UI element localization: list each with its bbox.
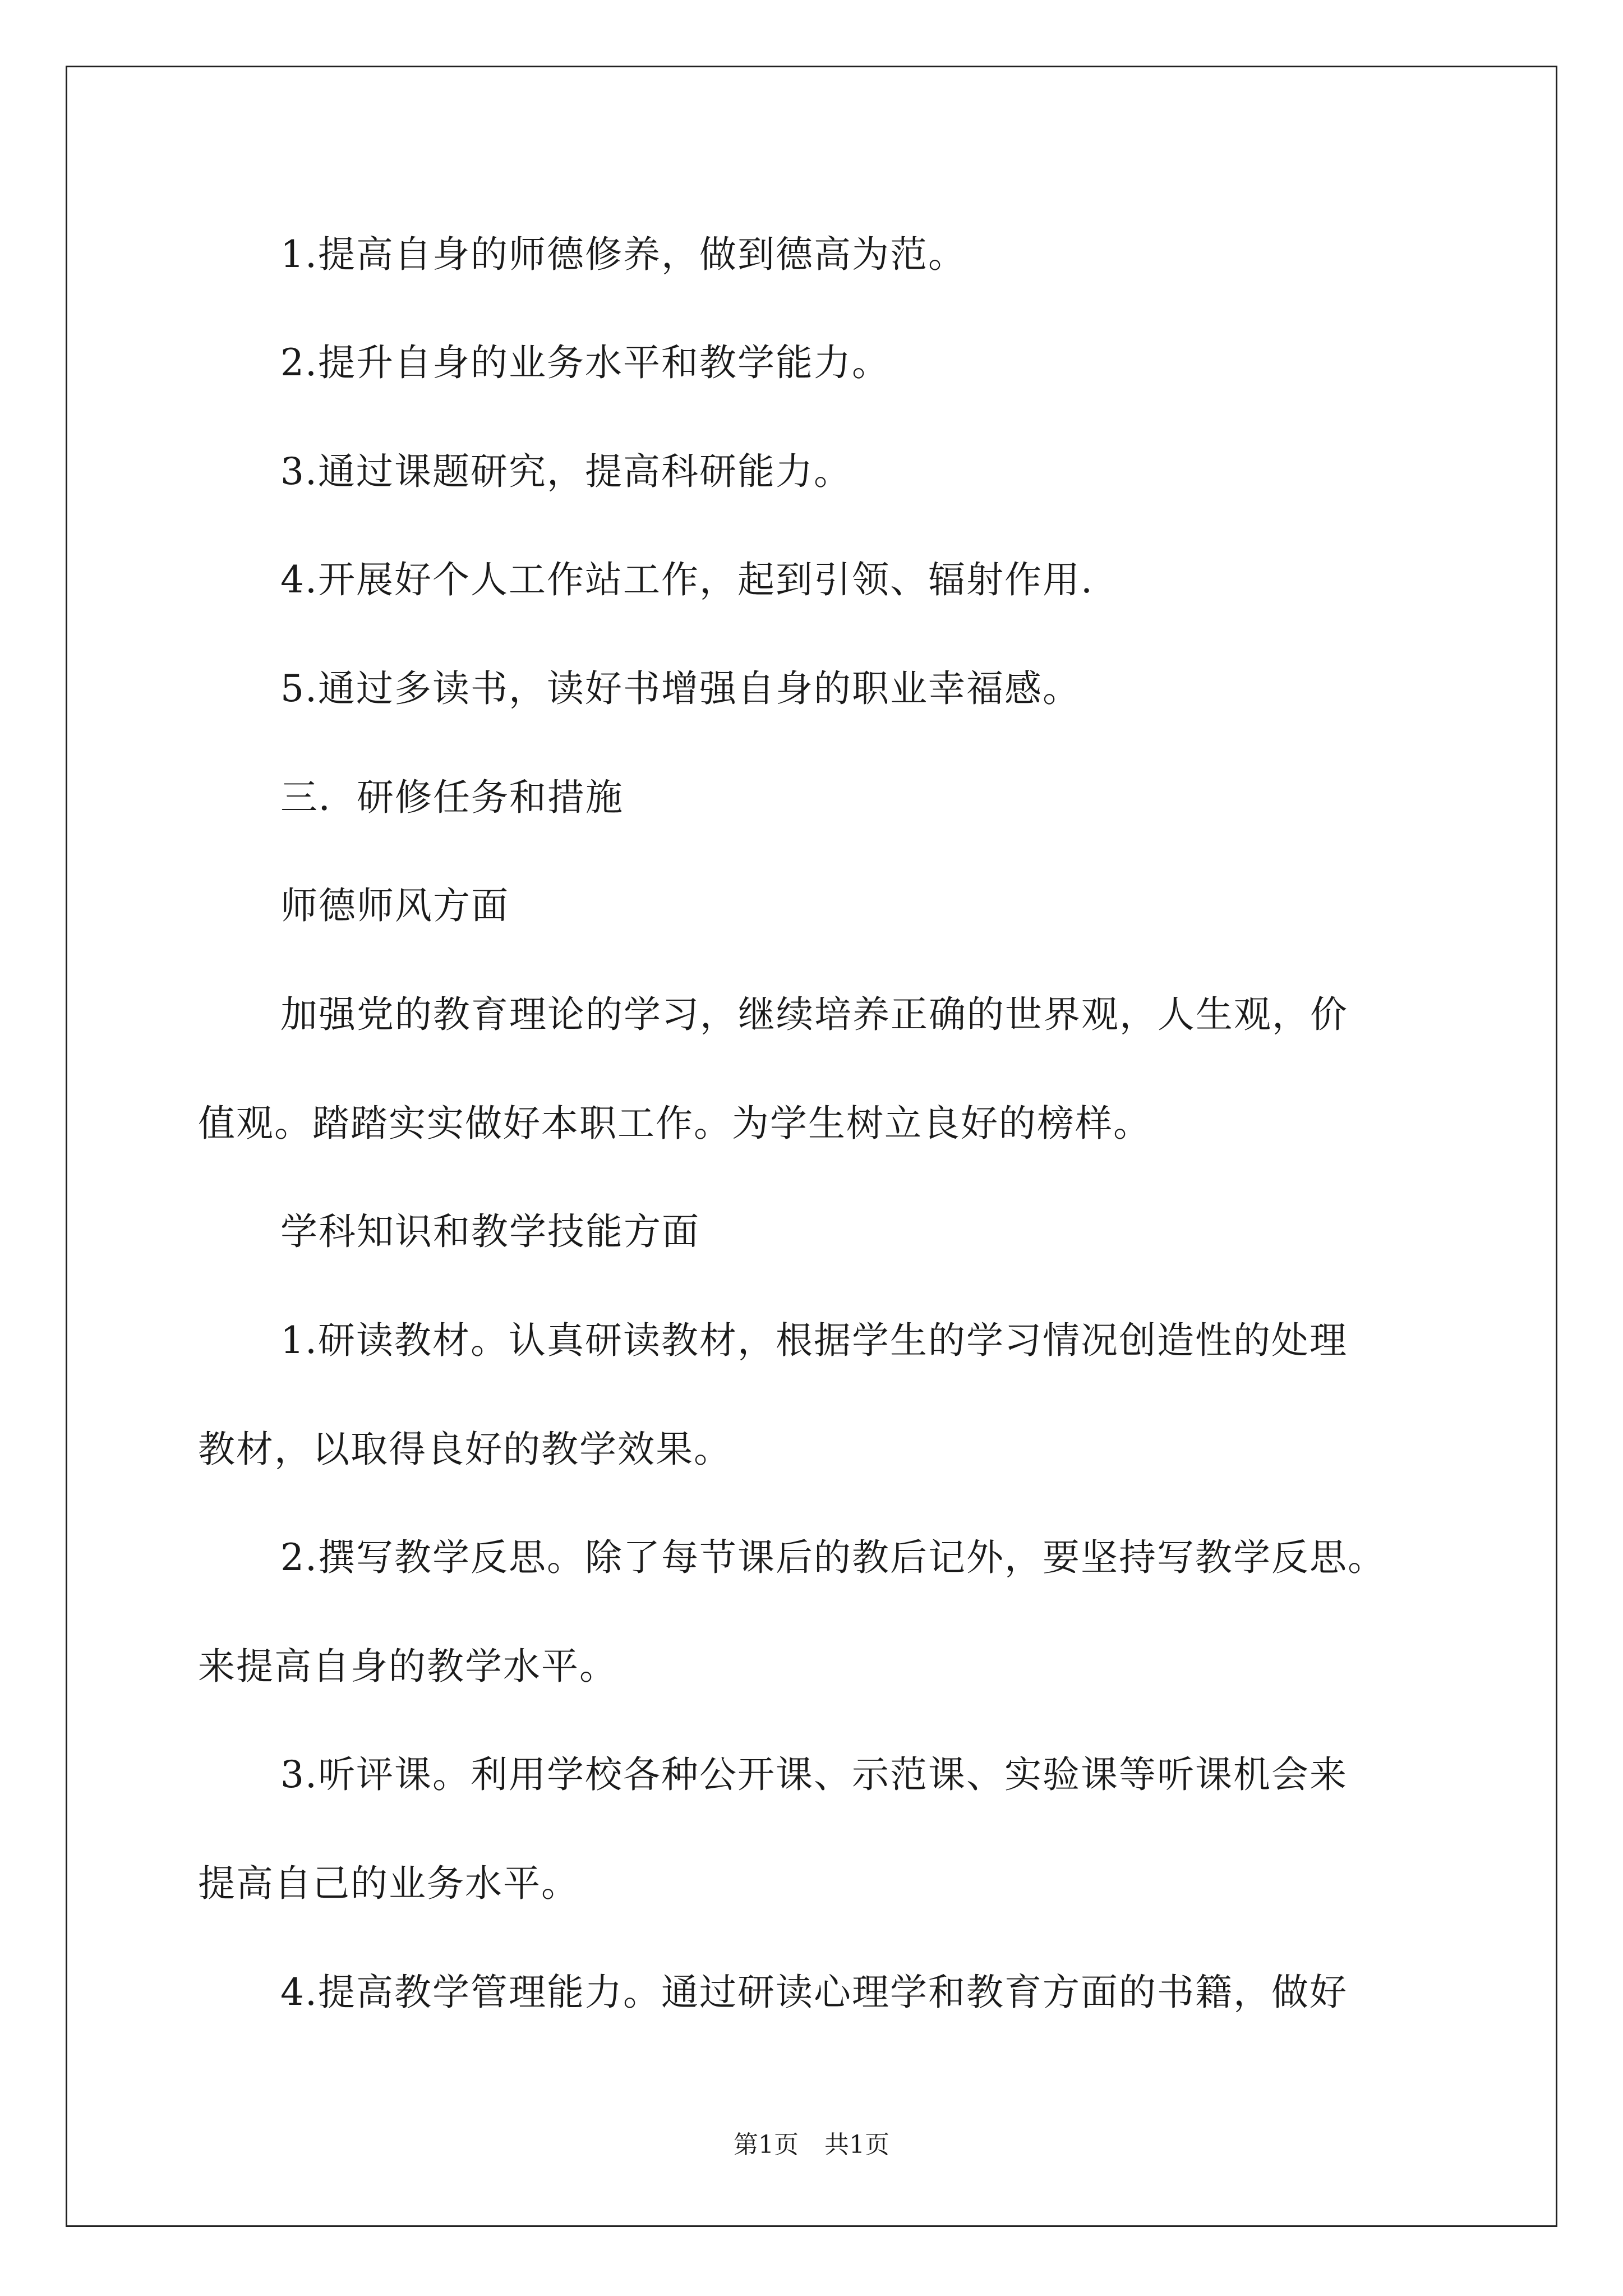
goal-item-3: 3.通过课题研究，提高科研能力。 (280, 450, 852, 493)
subheading-skills: 学科知识和教学技能方面 (280, 1210, 700, 1253)
page-number: 第1页 (734, 2131, 799, 2159)
subheading-ethics: 师德师风方面 (280, 884, 509, 927)
goal-item-2: 2.提升自身的业务水平和教学能力。 (280, 341, 890, 384)
paragraph-line: 来提高自身的教学水平。 (198, 1645, 617, 1688)
section-heading: 三．研修任务和措施 (280, 776, 624, 819)
paragraph-line: 提高自己的业务水平。 (198, 1862, 579, 1905)
paragraph-line: 1.研读教材。认真研读教材，根据学生的学习情况创造性的处理 (280, 1319, 1348, 1362)
paragraph-line: 2.撰写教学反思。除了每节课后的教后记外，要坚持写教学反思。 (280, 1536, 1386, 1579)
page-frame (66, 66, 1557, 2227)
goal-item-5: 5.通过多读书，读好书增强自身的职业幸福感。 (280, 667, 1081, 710)
paragraph-line: 教材，以取得良好的教学效果。 (198, 1428, 732, 1471)
paragraph-line: 值观。踏踏实实做好本职工作。为学生树立良好的榜样。 (198, 1102, 1151, 1145)
paragraph-line: 3.听评课。利用学校各种公开课、示范课、实验课等听课机会来 (280, 1753, 1348, 1796)
goal-item-4: 4.开展好个人工作站工作，起到引领、辐射作用. (280, 558, 1094, 601)
page-total: 共1页 (824, 2131, 889, 2159)
document-body (67, 67, 1556, 2225)
goal-item-1: 1.提高自身的师德修养，做到德高为范。 (280, 233, 966, 276)
paragraph-line: 加强党的教育理论的学习，继续培养正确的世界观，人生观，价 (280, 993, 1348, 1036)
page-footer (67, 2129, 1556, 2161)
paragraph-line: 4.提高教学管理能力。通过研读心理学和教育方面的书籍，做好 (280, 1971, 1348, 2014)
